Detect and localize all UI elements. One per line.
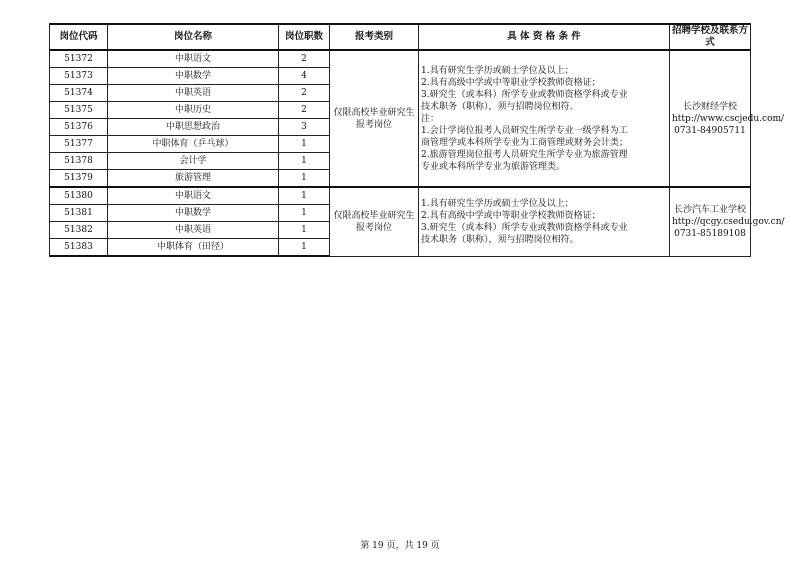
position-name: 会计学 xyxy=(108,153,279,170)
position-name: 旅游管理 xyxy=(108,170,279,188)
condition-line: 注： xyxy=(421,113,440,124)
position-code: 51383 xyxy=(50,239,108,257)
header-category: 报考类别 xyxy=(330,24,419,50)
condition-line: 2.具有高级中学或中等职业学校教师资格证； xyxy=(421,77,601,88)
condition-line: 3.研究生（或本科）所学专业或教师资格学科或专业 xyxy=(421,222,628,233)
position-name: 中职英语 xyxy=(108,85,279,102)
category-cell: 仅限高校毕业研究生报考岗位 xyxy=(330,50,419,187)
position-name: 中职思想政治 xyxy=(108,119,279,136)
position-code: 51372 xyxy=(50,50,108,68)
position-code: 51378 xyxy=(50,153,108,170)
condition-line: 2.具有高级中学或中等职业学校教师资格证； xyxy=(421,210,601,221)
condition-line: 1.会计学岗位报考人员研究生所学专业一级学科为工 xyxy=(421,125,628,136)
conditions-cell xyxy=(419,50,670,187)
condition-line: 技术职务（职称），须与招聘岗位相符。 xyxy=(421,101,579,112)
position-count: 2 xyxy=(279,102,330,119)
table-row xyxy=(50,50,751,68)
school-name: 长沙汽车工业学校 xyxy=(673,204,746,215)
school-cell xyxy=(670,50,785,187)
condition-line: 1.具有研究生学历或硕士学位及以上； xyxy=(421,198,574,209)
header-code: 岗位代码 xyxy=(50,24,108,50)
condition-line: 1.具有研究生学历或硕士学位及以上； xyxy=(421,65,574,76)
position-count: 1 xyxy=(279,153,330,170)
condition-line: 专业或本科所学专业为旅游管理类。 xyxy=(421,161,566,172)
condition-line: 2.旅游管理岗位报考人员研究生所学专业为旅游管理 xyxy=(421,149,628,160)
header-school: 招聘学校及联系方式 xyxy=(670,24,751,50)
position-code: 51375 xyxy=(50,102,108,119)
school-cell xyxy=(670,187,785,256)
position-count: 1 xyxy=(279,222,330,239)
conditions-cell xyxy=(419,187,670,256)
position-count: 1 xyxy=(279,239,330,257)
category-cell: 仅限高校毕业研究生报考岗位 xyxy=(330,187,419,256)
school-name: 长沙财经学校 xyxy=(682,101,737,112)
condition-line: 3.研究生（或本科）所学专业或教师资格学科或专业 xyxy=(421,89,628,100)
position-name: 中职语文 xyxy=(108,187,279,205)
position-count: 1 xyxy=(279,205,330,222)
position-code: 51374 xyxy=(50,85,108,102)
position-code: 51380 xyxy=(50,187,108,205)
position-code: 51382 xyxy=(50,222,108,239)
position-code: 51373 xyxy=(50,68,108,85)
position-name: 中职数学 xyxy=(108,68,279,85)
position-name: 中职体育（乒乓球） xyxy=(108,136,279,153)
table-row xyxy=(50,187,751,205)
position-name: 中职数学 xyxy=(108,205,279,222)
position-code: 51376 xyxy=(50,119,108,136)
header-row xyxy=(50,24,751,50)
position-count: 1 xyxy=(279,170,330,188)
school-url: http://www.cscjedu.com/ xyxy=(672,113,785,124)
school-url: http://qcgy.csedu.gov.cn/ xyxy=(672,216,785,227)
position-name: 中职体育（田径） xyxy=(108,239,279,257)
recruitment-table xyxy=(49,23,785,257)
position-code: 51381 xyxy=(50,205,108,222)
condition-line: 技术职务（职称），须与招聘岗位相符。 xyxy=(421,234,579,245)
school-phone: 0731-84905711 xyxy=(674,125,746,136)
position-count: 1 xyxy=(279,136,330,153)
position-name: 中职语文 xyxy=(108,50,279,68)
page-footer: 第 19 页，共 19 页 xyxy=(360,541,440,551)
position-count: 2 xyxy=(279,50,330,68)
position-name: 中职历史 xyxy=(108,102,279,119)
position-code: 51377 xyxy=(50,136,108,153)
header-count: 岗位职数 xyxy=(279,24,330,50)
school-phone: 0731-85189108 xyxy=(674,228,746,239)
position-count: 1 xyxy=(279,187,330,205)
position-count: 4 xyxy=(279,68,330,85)
position-name: 中职英语 xyxy=(108,222,279,239)
position-count: 3 xyxy=(279,119,330,136)
header-conditions: 具 体 资 格 条 件 xyxy=(419,24,670,50)
header-name: 岗位名称 xyxy=(108,24,279,50)
position-count: 2 xyxy=(279,85,330,102)
condition-line: 商管理学或本科所学专业为工商管理或财务会计类； xyxy=(421,137,629,148)
position-code: 51379 xyxy=(50,170,108,188)
